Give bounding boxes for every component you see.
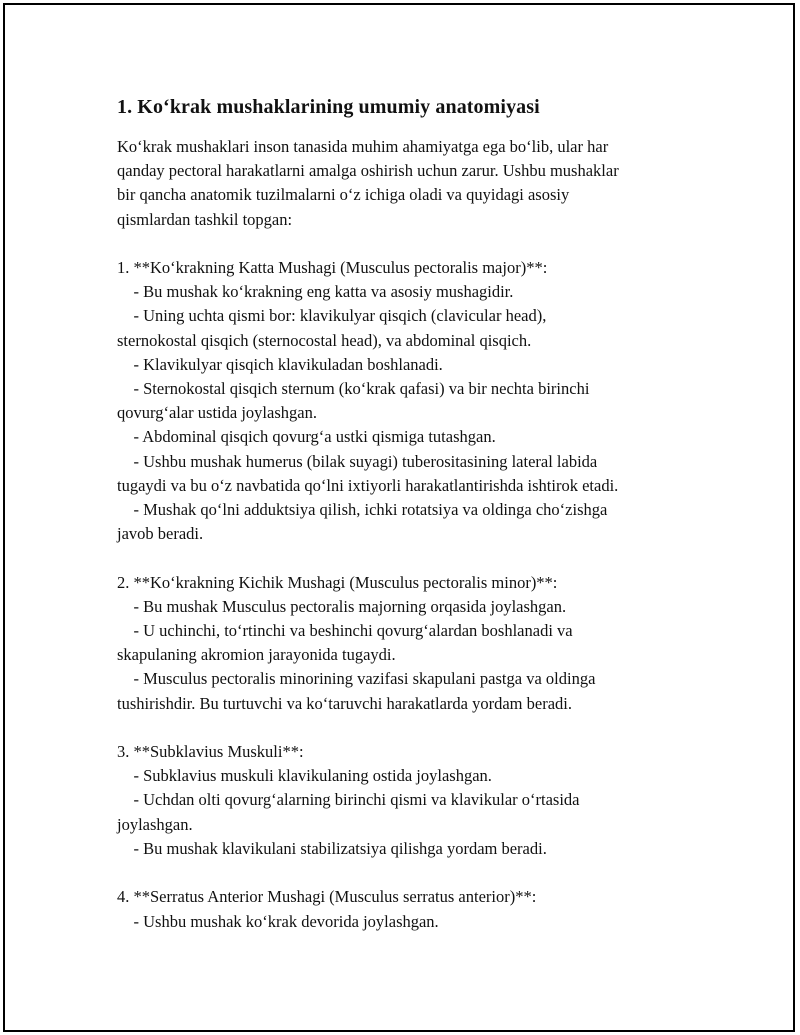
blank-line (117, 716, 697, 740)
blank-line (117, 232, 697, 256)
document-title: 1. Ko‘krak mushaklarining umumiy anatomiyasi (117, 96, 540, 118)
intro-paragraph: Ko‘krak mushaklari inson tanasida muhim ahamiyatga ega bo‘lib, ular har qanday pectoral harakatlarni amalga oshirish uchun zarur. Ushbu mushaklar bir qancha anatomik tuzilmalarni o‘z ichiga oladi va quyidagi asosiy qismlardan tashkil topgan: (117, 137, 619, 229)
section-pectoralis-minor: 2. **Ko‘krakning Kichik Mushagi (Musculus pectoralis minor)**: - Bu mushak Musculus pectoralis majorning orqasida joylashgan. - U uchinchi, to‘rtinchi va beshinchi qovurg‘alardan boshlanadi va skapulaning akromion jarayonida tugaydi. - Musculus pectoralis minorining vazifasi skapulani pastga va oldinga tushirishdir. Bu turtuvchi va ko‘taruvchi harakatlarda yordam beradi. (117, 572, 596, 713)
section-serratus-anterior: 4. **Serratus Anterior Mushagi (Musculus serratus anterior)**: - Ushbu mushak ko‘krak devorida joylashgan. (117, 887, 537, 931)
blank-line (117, 861, 697, 885)
blank-line (117, 546, 697, 570)
section-subclavius: 3. **Subklavius Muskuli**: - Subklavius muskuli klavikulaning ostida joylashgan. - Uchdan olti qovurg‘alarning birinchi qismi va klavikular o‘rtasida joylashgan. - Bu mushak klavikulani stabilizatsiya qilishga yordam beradi. (117, 742, 580, 858)
section-pectoralis-major: 1. **Ko‘krakning Katta Mushagi (Musculus pectoralis major)**: - Bu mushak ko‘krakning eng katta va asosiy mushagidir. - Uning uchta qismi bor: klavikulyar qisqich (clavicular head), sternokostal qisqich (sternocostal head), va abdominal qisqich. - Klavikulyar qisqich klavikuladan boshlanadi. - Sternokostal qisqich sternum (ko‘krak qafasi) va bir nechta birinchi qovurg‘alar ustida joylashgan. - Abdominal qisqich qovurg‘a ustki qismiga tutashgan. - Ushbu mushak humerus (bilak suyagi) tuberositasining lateral labida tugaydi va bu o‘z navbatida qo‘lni ixtiyorli harakatlantirishda ishtirok etadi. - Mushak qo‘lni adduktsiya qilish, ichki rotatsiya va oldinga cho‘zishga javob beradi. (117, 258, 619, 544)
document-body (117, 92, 697, 934)
